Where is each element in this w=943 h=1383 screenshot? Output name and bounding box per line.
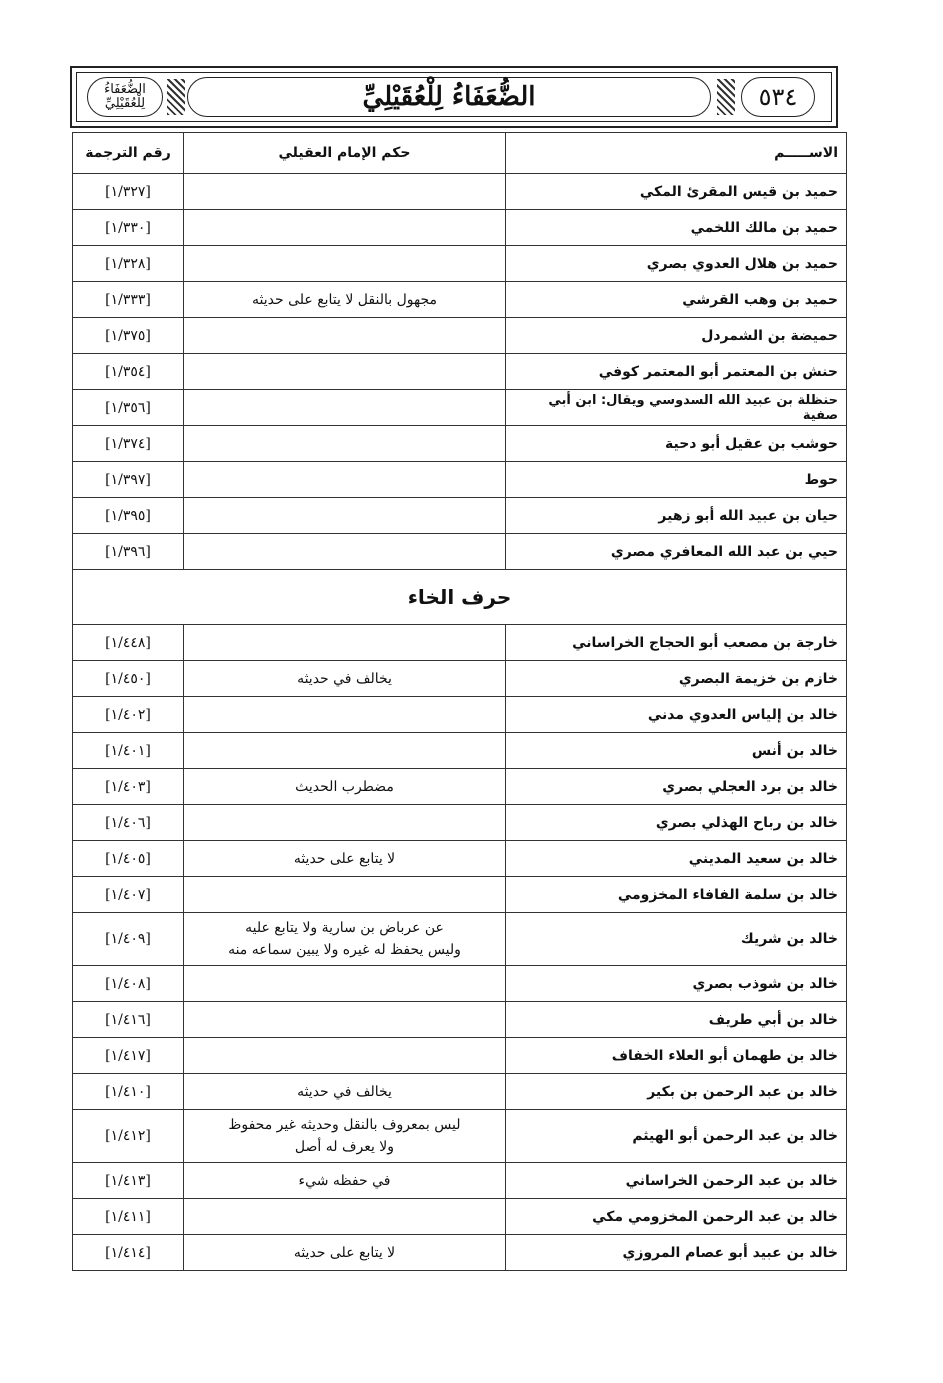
narrator-name: خارجة بن مصعب أبو الحجاج الخراساني bbox=[506, 625, 847, 661]
table-row bbox=[73, 841, 847, 877]
narrator-name: حيان بن عبيد الله أبو زهير bbox=[506, 498, 847, 534]
narrator-name: خالد بن أنس bbox=[506, 733, 847, 769]
narrator-name: خالد بن عبد الرحمن بن بكير bbox=[506, 1074, 847, 1110]
table-row bbox=[73, 354, 847, 390]
table-row bbox=[73, 318, 847, 354]
entry-ref: [١/٣٢٧] bbox=[73, 174, 184, 210]
table-row bbox=[73, 1110, 847, 1163]
narrators-table bbox=[72, 132, 847, 1271]
entry-ref: [١/٤٠٩] bbox=[73, 913, 184, 966]
ruling bbox=[184, 390, 506, 426]
table-row bbox=[73, 661, 847, 697]
ornament-right bbox=[717, 79, 735, 115]
ruling: في حفظه شيء bbox=[184, 1163, 506, 1199]
narrator-name: خالد بن عبد الرحمن المخزومي مكي bbox=[506, 1199, 847, 1235]
entry-ref: [١/٤٠١] bbox=[73, 733, 184, 769]
entry-ref: [١/٤١٤] bbox=[73, 1235, 184, 1271]
table-header-row bbox=[73, 133, 847, 174]
entry-ref: [١/٣٣٠] bbox=[73, 210, 184, 246]
ruling bbox=[184, 246, 506, 282]
narrator-name: خالد بن عبد الرحمن أبو الهيثم bbox=[506, 1110, 847, 1163]
narrator-name: خالد بن عبد الرحمن الخراساني bbox=[506, 1163, 847, 1199]
ruling bbox=[184, 534, 506, 570]
column-header-name: الاســـــم bbox=[506, 133, 847, 174]
ruling bbox=[184, 462, 506, 498]
entry-ref: [١/٤٠٥] bbox=[73, 841, 184, 877]
header-frame bbox=[76, 72, 832, 122]
entry-ref: [١/٣٢٨] bbox=[73, 246, 184, 282]
entry-ref: [١/٣٩٦] bbox=[73, 534, 184, 570]
entry-ref: [١/٤١٠] bbox=[73, 1074, 184, 1110]
table-row bbox=[73, 966, 847, 1002]
ruling bbox=[184, 174, 506, 210]
ruling bbox=[184, 913, 506, 966]
table-row bbox=[73, 1235, 847, 1271]
entry-ref: [١/٤٠٦] bbox=[73, 805, 184, 841]
narrator-name: خالد بن شوذب بصري bbox=[506, 966, 847, 1002]
ruling-line-2: وليس يحفظ له غيره ولا يبين سماعه منه bbox=[228, 942, 461, 958]
table-row bbox=[73, 733, 847, 769]
ruling bbox=[184, 426, 506, 462]
ruling bbox=[184, 805, 506, 841]
narrator-name: خازم بن خزيمة البصري bbox=[506, 661, 847, 697]
entry-ref: [١/٣٥٤] bbox=[73, 354, 184, 390]
entry-ref: [١/٤١١] bbox=[73, 1199, 184, 1235]
ruling: لا يتابع على حديثه bbox=[184, 1235, 506, 1271]
seal-line-1: الضُّعَفَاءُ bbox=[104, 82, 146, 97]
table-row bbox=[73, 498, 847, 534]
entry-ref: [١/٤٤٨] bbox=[73, 625, 184, 661]
table-row bbox=[73, 1002, 847, 1038]
entry-ref: [١/٤٠٨] bbox=[73, 966, 184, 1002]
ruling: مجهول بالنقل لا يتابع على حديثه bbox=[184, 282, 506, 318]
ruling: يخالف في حديثه bbox=[184, 1074, 506, 1110]
table-row bbox=[73, 769, 847, 805]
narrator-name: حوط bbox=[506, 462, 847, 498]
entry-ref: [١/٣٧٤] bbox=[73, 426, 184, 462]
narrator-name: خالد بن طهمان أبو العلاء الخفاف bbox=[506, 1038, 847, 1074]
narrator-name: حوشب بن عقيل أبو دحية bbox=[506, 426, 847, 462]
ruling-line-1: عن عرباض بن سارية ولا يتابع عليه bbox=[245, 920, 444, 936]
column-header-ruling: حكم الإمام العقيلي bbox=[184, 133, 506, 174]
narrator-name: حميد بن مالك اللخمي bbox=[506, 210, 847, 246]
entry-ref: [١/٤٠٧] bbox=[73, 877, 184, 913]
narrator-name: حنش بن المعتمر أبو المعتمر كوفي bbox=[506, 354, 847, 390]
entry-ref: [١/٤١٦] bbox=[73, 1002, 184, 1038]
table-row bbox=[73, 534, 847, 570]
entry-ref: [١/٤١٢] bbox=[73, 1110, 184, 1163]
narrator-name: خالد بن عبيد أبو عصام المروزي bbox=[506, 1235, 847, 1271]
ruling: يخالف في حديثه bbox=[184, 661, 506, 697]
table-row bbox=[73, 877, 847, 913]
ruling: لا يتابع على حديثه bbox=[184, 841, 506, 877]
ruling bbox=[184, 1199, 506, 1235]
table-row bbox=[73, 1163, 847, 1199]
section-title: حرف الخاء bbox=[73, 570, 847, 625]
entry-ref: [١/٣٩٧] bbox=[73, 462, 184, 498]
ruling bbox=[184, 1002, 506, 1038]
narrator-name: حميضة بن الشمردل bbox=[506, 318, 847, 354]
narrator-name: حميد بن وهب القرشي bbox=[506, 282, 847, 318]
entry-ref: [١/٣٥٦] bbox=[73, 390, 184, 426]
ruling bbox=[184, 1110, 506, 1163]
narrator-name: خالد بن رباح الهذلي بصري bbox=[506, 805, 847, 841]
ruling bbox=[184, 1038, 506, 1074]
narrator-name: خالد بن سعيد المديني bbox=[506, 841, 847, 877]
ruling bbox=[184, 625, 506, 661]
ruling bbox=[184, 318, 506, 354]
ruling bbox=[184, 697, 506, 733]
table-row bbox=[73, 625, 847, 661]
ruling: مضطرب الحديث bbox=[184, 769, 506, 805]
book-seal bbox=[87, 77, 163, 117]
table-row bbox=[73, 697, 847, 733]
entry-ref: [١/٣٣٣] bbox=[73, 282, 184, 318]
entry-ref: [١/٤٠٣] bbox=[73, 769, 184, 805]
table-row bbox=[73, 174, 847, 210]
page-number: ٥٣٤ bbox=[741, 77, 815, 117]
entry-ref: [١/٣٩٥] bbox=[73, 498, 184, 534]
narrator-name: خالد بن شريك bbox=[506, 913, 847, 966]
ruling-line-2: ولا يعرف له أصل bbox=[294, 1139, 395, 1155]
table-row bbox=[73, 246, 847, 282]
ruling bbox=[184, 877, 506, 913]
ruling-line-1: ليس بمعروف بالنقل وحديثه غير محفوظ bbox=[228, 1117, 461, 1133]
ruling bbox=[184, 498, 506, 534]
narrator-name: حميد بن قيس المقرئ المكي bbox=[506, 174, 847, 210]
table-row bbox=[73, 282, 847, 318]
narrator-name: حنظلة بن عبيد الله السدوسي ويقال: ابن أبي صفية bbox=[506, 390, 847, 426]
book-title: الضُّعَفَاءُ لِلْعُقَيْلِيِّ bbox=[187, 77, 711, 117]
table-row bbox=[73, 462, 847, 498]
table-row bbox=[73, 913, 847, 966]
table-row bbox=[73, 390, 847, 426]
column-header-number: رقم الترجمة bbox=[73, 133, 184, 174]
table-row bbox=[73, 210, 847, 246]
page-header bbox=[70, 66, 838, 128]
table-row bbox=[73, 1199, 847, 1235]
table-row bbox=[73, 426, 847, 462]
entry-ref: [١/٤١٧] bbox=[73, 1038, 184, 1074]
ornament-left bbox=[167, 79, 185, 115]
entry-ref: [١/٣٧٥] bbox=[73, 318, 184, 354]
ruling bbox=[184, 354, 506, 390]
narrator-name: حيي بن عبد الله المعافري مصري bbox=[506, 534, 847, 570]
narrator-name: حميد بن هلال العدوي بصري bbox=[506, 246, 847, 282]
ruling bbox=[184, 966, 506, 1002]
table-row bbox=[73, 1038, 847, 1074]
table-row bbox=[73, 805, 847, 841]
narrator-name: خالد بن سلمة الفافاء المخزومي bbox=[506, 877, 847, 913]
seal-line-2: لِلْعُقَيْلِيِّ bbox=[104, 96, 146, 111]
narrator-name: خالد بن أبي طريف bbox=[506, 1002, 847, 1038]
section-row bbox=[73, 570, 847, 625]
ruling bbox=[184, 733, 506, 769]
entry-ref: [١/٤٠٢] bbox=[73, 697, 184, 733]
narrator-name: خالد بن برد العجلي بصري bbox=[506, 769, 847, 805]
narrator-name: خالد بن إلياس العدوي مدني bbox=[506, 697, 847, 733]
ruling bbox=[184, 210, 506, 246]
entry-ref: [١/٤١٣] bbox=[73, 1163, 184, 1199]
table-row bbox=[73, 1074, 847, 1110]
entry-ref: [١/٤٥٠] bbox=[73, 661, 184, 697]
